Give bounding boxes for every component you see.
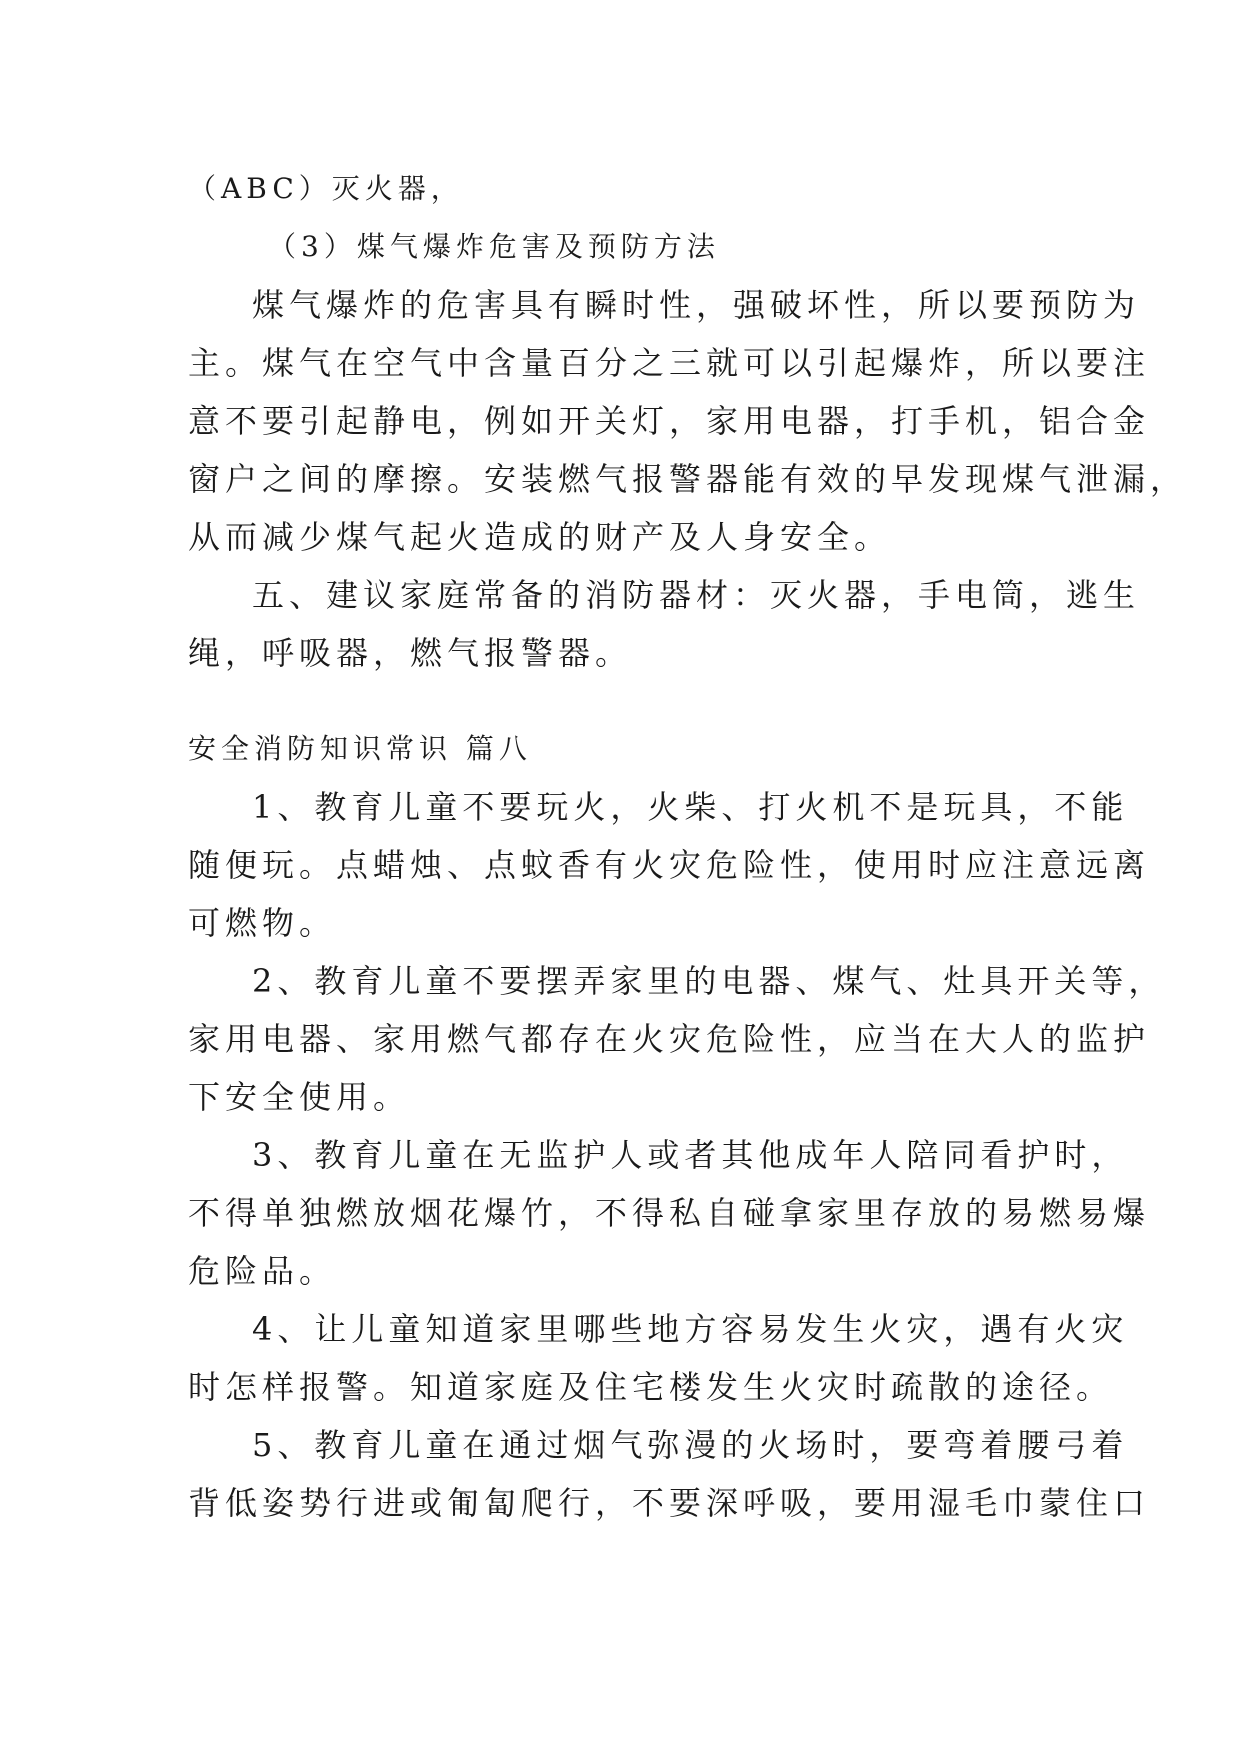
text-line: 4、让儿童知道家里哪些地方容易发生火灾，遇有火灾 [252, 1310, 1129, 1348]
text-line: 2、教育儿童不要摆弄家里的电器、煤气、灶具开关等， [252, 962, 1166, 1000]
text-line: 随便玩。点蜡烛、点蚊香有火灾危险性，使用时应注意远离 [188, 846, 1151, 884]
text-line: 可燃物。 [188, 904, 337, 942]
text-line: 主。煤气在空气中含量百分之三就可以引起爆炸，所以要注 [188, 344, 1151, 382]
paragraph-equipment [188, 566, 1141, 682]
text-line: 从而减少煤气起火造成的财产及人身安全。 [188, 518, 892, 556]
list-item [188, 952, 1166, 1126]
text-line: 煤气爆炸的危害具有瞬时性，强破坏性，所以要预防为 [252, 286, 1141, 324]
text-line: 危险品。 [188, 1252, 337, 1290]
text-line: 下安全使用。 [188, 1078, 411, 1116]
text-line: 意不要引起静电，例如开关灯，家用电器，打手机，铝合金 [188, 402, 1151, 440]
text-line: 不得单独燃放烟花爆竹，不得私自碰拿家里存放的易燃易爆 [188, 1194, 1151, 1232]
text-line: 背低姿势行进或匍匐爬行，不要深呼吸，要用湿毛巾蒙住口 [188, 1484, 1151, 1522]
text-line: 绳，呼吸器，燃气报警器。 [188, 634, 633, 672]
text-line: （ABC）灭火器， [188, 172, 464, 205]
list-item [188, 778, 1151, 952]
text-line: 窗户之间的摩擦。安装燃气报警器能有效的早发现煤气泄漏， [188, 460, 1188, 498]
text-line: 时怎样报警。知道家庭及住宅楼发生火灾时疏散的途径。 [188, 1368, 1114, 1406]
list-item [188, 1300, 1129, 1416]
paragraph-gas-explosion [188, 276, 1188, 566]
list-item [188, 1126, 1151, 1300]
text-line: 5、教育儿童在通过烟气弥漫的火场时，要弯着腰弓着 [252, 1426, 1129, 1464]
subheading: （3）煤气爆炸危害及预防方法 [268, 230, 720, 263]
text-line: 1、教育儿童不要玩火，火柴、打火机不是玩具，不能 [252, 788, 1129, 826]
text-line: 五、建议家庭常备的消防器材：灭火器，手电筒，逃生 [252, 576, 1141, 614]
list-item [188, 1416, 1151, 1532]
section-heading: 安全消防知识常识 篇八 [188, 732, 532, 765]
text-line: 3、教育儿童在无监护人或者其他成年人陪同看护时， [252, 1136, 1129, 1174]
spacer [188, 682, 1058, 720]
document-body [188, 160, 1188, 1532]
text-line: 家用电器、家用燃气都存在火灾危险性，应当在大人的监护 [188, 1020, 1151, 1058]
